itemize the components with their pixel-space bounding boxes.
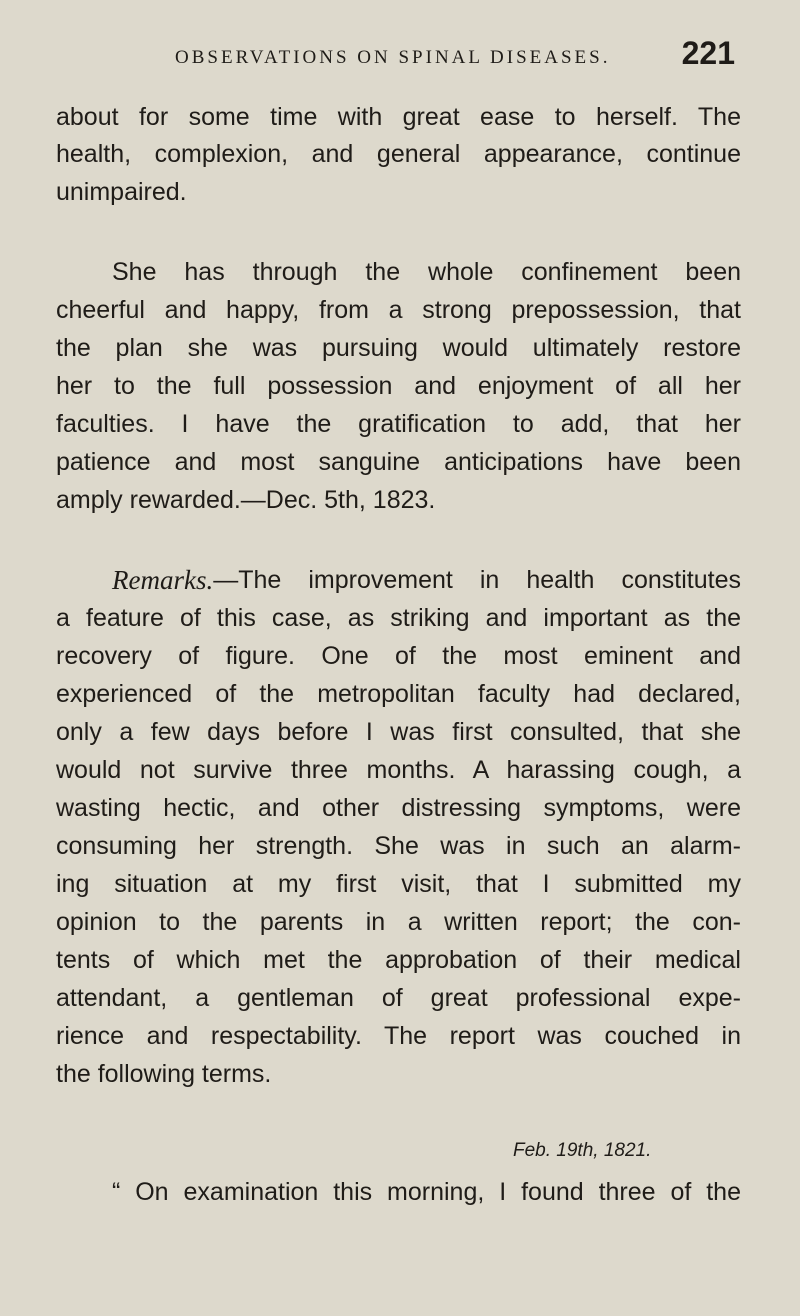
text-line: the following terms. <box>56 1060 272 1088</box>
text-line: would not survive three months. A harassing cough, a <box>56 756 741 784</box>
text-line: —The improvement in health constitutes <box>213 566 741 594</box>
text-line: “ On examination this morning, I found three of the <box>112 1178 741 1206</box>
text-line: health, complexion, and general appearance, continue <box>56 140 741 168</box>
text-line: cheerful and happy, from a strong prepossession, that <box>56 296 741 324</box>
text-line: faculties. I have the gratification to add, that her <box>56 410 741 438</box>
text-line: opinion to the parents in a written report; the con- <box>56 908 741 936</box>
text-line: attendant, a gentleman of great professional expe- <box>56 984 741 1012</box>
running-head: OBSERVATIONS ON SPINAL DISEASES. <box>175 47 611 68</box>
text-line: about for some time with great ease to herself. The <box>56 103 741 131</box>
page-number: 221 <box>681 35 735 71</box>
text-line: her to the full possession and enjoyment of all her <box>56 372 741 400</box>
remarks-line <box>112 565 741 595</box>
text-line: wasting hectic, and other distressing symptoms, were <box>56 794 741 822</box>
text-line: rience and respectability. The report was couched in <box>56 1022 741 1050</box>
text-line: experienced of the metropolitan faculty had declared, <box>56 680 741 708</box>
text-line: recovery of figure. One of the most eminent and <box>56 642 741 670</box>
text-line: tents of which met the approbation of their medical <box>56 946 741 974</box>
text-line: the plan she was pursuing would ultimately restore <box>56 334 741 362</box>
page-header <box>175 35 735 75</box>
text-line: only a few days before I was first consulted, that she <box>56 718 741 746</box>
text-line: patience and most sanguine anticipations have been <box>56 448 741 476</box>
remarks-heading: Remarks. <box>112 565 214 595</box>
text-line: She has through the whole confinement been <box>112 258 741 286</box>
text-line: consuming her strength. She was in such an alarm- <box>56 832 741 860</box>
letter-dateline: Feb. 19th, 1821. <box>513 1140 652 1161</box>
text-line: a feature of this case, as striking and important as the <box>56 604 741 632</box>
text-line: ing situation at my first visit, that I submitted my <box>56 870 741 898</box>
text-line: unimpaired. <box>56 178 187 206</box>
text-line: amply rewarded.—Dec. 5th, 1823. <box>56 486 436 514</box>
